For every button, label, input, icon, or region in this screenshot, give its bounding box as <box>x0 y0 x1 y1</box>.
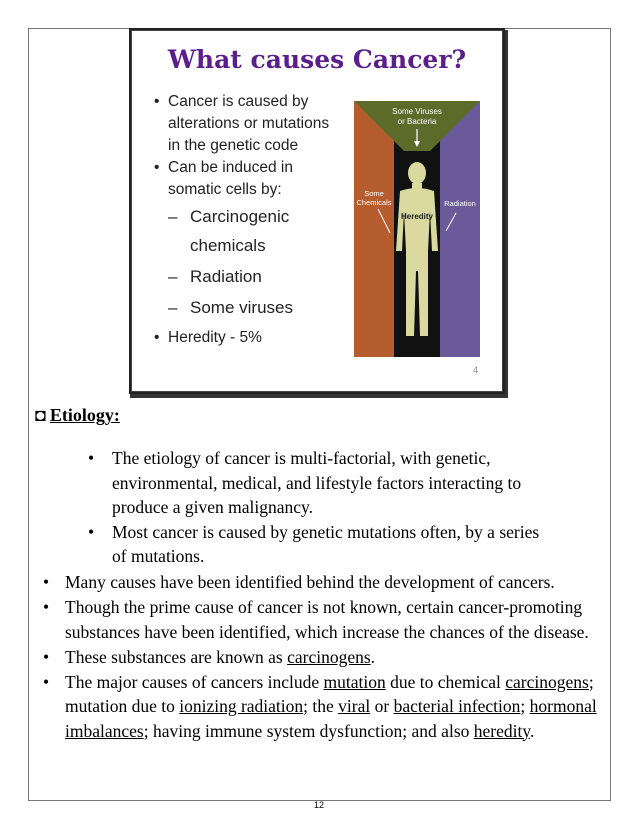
figure-left-label: Chemicals <box>356 198 392 207</box>
list-item: • Many causes have been identified behind the development of cancers. <box>43 572 555 592</box>
radiation-panel <box>440 101 480 357</box>
slide-sub-bullet: – Radiation <box>168 267 262 286</box>
section-heading <box>35 405 120 426</box>
heading-text: Etiology: <box>49 405 120 425</box>
figure-left-label: Some <box>364 189 384 198</box>
slide-bullet: • Can be induced in somatic cells by: <box>154 157 344 201</box>
list-item: • Most cancer is caused by genetic mutations often, by a series of mutations. <box>88 521 540 566</box>
slide-page-number: 4 <box>472 365 478 375</box>
mutation-link[interactable]: mutation <box>323 671 386 692</box>
slide-bullet-list <box>154 91 344 349</box>
list-item: • Though the prime cause of cancer is not known, certain cancer-promoting substances have been identified, which increase the chances of the disease. <box>43 597 589 642</box>
figure-center-label: Heredity <box>400 212 434 221</box>
list-item: • These substances are known as carcinogens. <box>43 646 376 667</box>
slide-sub-bullet: – Some viruses <box>168 298 293 317</box>
cancer-causes-figure <box>354 101 480 357</box>
carcinogens-link-2[interactable]: carcinogens <box>505 671 589 692</box>
figure-top-label: Some Viruses <box>392 107 442 116</box>
slide-image <box>131 30 503 392</box>
figure-right-label: Radiation <box>444 199 476 208</box>
slide-bullet-text: Cancer is caused by alterations or mutations in the genetic code <box>168 93 330 154</box>
carcinogens-link[interactable]: carcinogens <box>287 646 371 667</box>
heading-marker: ◘ <box>35 405 46 425</box>
heredity-link[interactable]: heredity <box>473 720 530 741</box>
figure-top-label: or Bacteria <box>397 117 437 126</box>
ionizing-radiation-link[interactable]: ionizing radiation <box>179 696 304 716</box>
list-item: • The etiology of cancer is multi-factorial, with genetic, environmental, medical, and lifestyle factors interacting to produce a given malignancy. <box>88 448 522 517</box>
slide-title: What causes Cancer? <box>167 45 467 74</box>
slide-bullet: • Heredity - 5% <box>154 327 344 349</box>
slide-sub-bullet: – Carcinogenic <box>168 207 290 226</box>
list-item: • The major causes of cancers include mutation due to chemical carcinogens; mutation due to ionizing radiation; the viral or bacterial infection; hormonal imbalances; having immune system dysfunction; and also heredity. <box>43 671 597 741</box>
hormonal-imbalances-link[interactable]: hormonal imbalances <box>65 696 597 741</box>
slide-bullet-text: Heredity - 5% <box>168 329 262 346</box>
slide-bullet: • Cancer is caused by alterations or mutations in the genetic code <box>154 91 344 157</box>
viral-link[interactable]: viral <box>338 696 371 716</box>
page-number: 12 <box>313 800 324 810</box>
slide-bullet-text: Can be induced in somatic cells by: <box>168 159 293 198</box>
main-bullet-list <box>43 570 603 744</box>
bacterial-infection-link[interactable]: bacterial infection <box>393 696 521 716</box>
slide-sub-bullet-cont: chemicals <box>190 236 266 255</box>
sub-bullet-list <box>88 446 558 569</box>
